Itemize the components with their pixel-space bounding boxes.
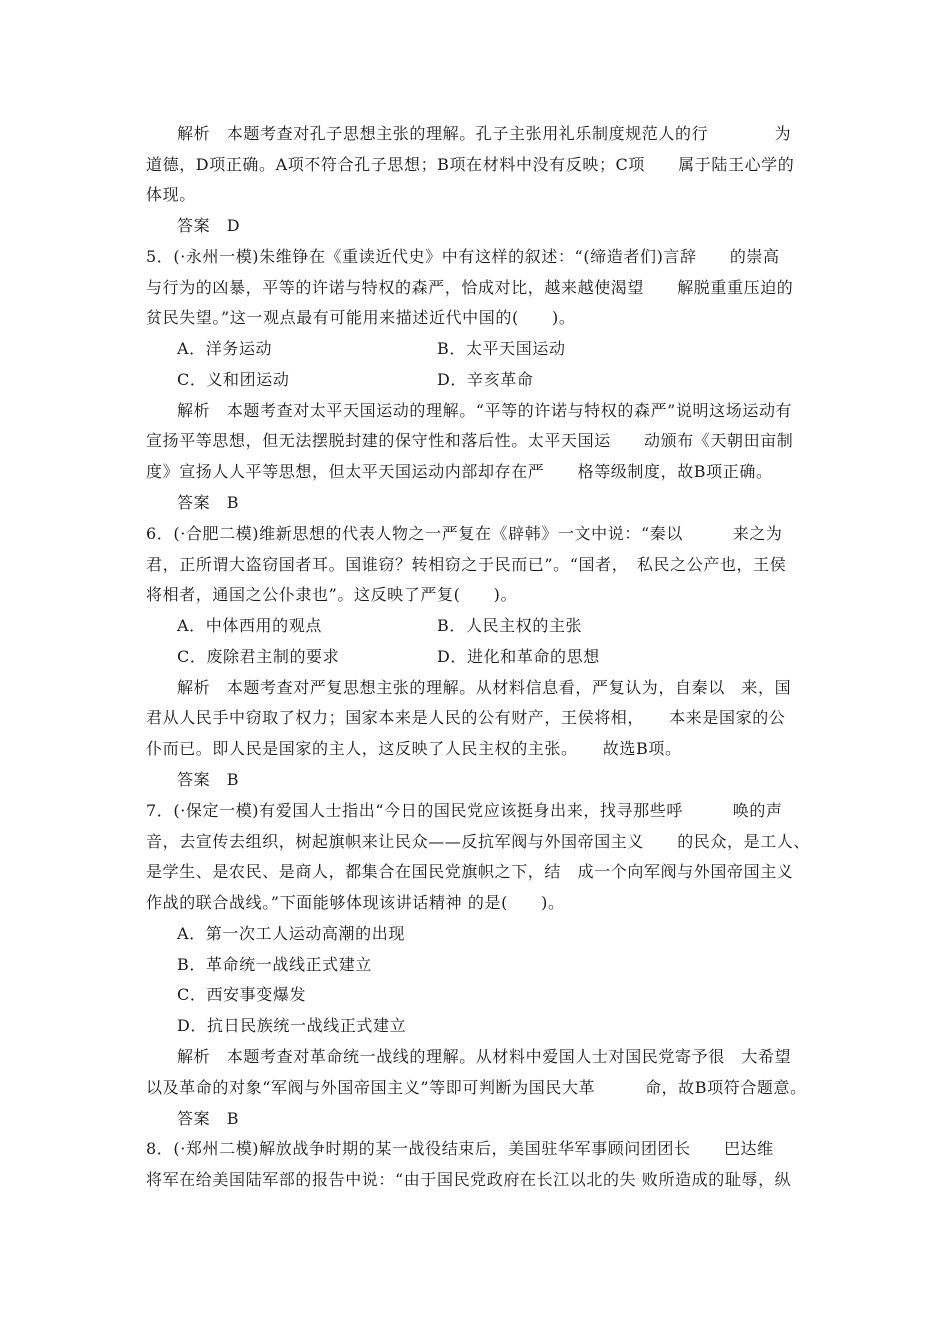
question-7-stem: 7．(·保定一模)有爱国人士指出“今日的国民党应该挺身出来，找寻那些呼 唤的声 [146,801,783,820]
text-line: 道德，D项正确。A项不符合孔子思想；B项在材料中没有反映；C项 属于陆王心学的 [146,155,795,174]
text-line: 音，去宣传去组织，树起旗帜来让民众——反抗军阀与外国帝国主义 的民众，是工人、 [146,832,811,851]
analysis-line: 解析 本题考查对孔子思想主张的理解。孔子主张用礼乐制度规范人的行 为 [177,124,792,143]
text-line: 度》宣扬人人平等思想，但太平天国运动内部却存在严 格等级制度，故B项正确。 [146,462,773,481]
text-line: 体现。 [146,185,196,204]
answer-line: 答案 B [177,1109,240,1128]
text-line: 与行为的凶暴，平等的许诺与特权的森严，恰成对比，越来越使渴望 解脱重重压迫的 [146,278,794,297]
text-line: 宣扬平等思想，但无法摆脱封建的保守性和落后性。太平天国运 动颁布《天朝田亩制 [146,431,794,450]
option-c: C．西安事变爆发 [177,985,307,1004]
option-d: D．进化和革命的思想 [437,647,600,666]
analysis-line: 解析 本题考查对严复思想主张的理解。从材料信息看，严复认为，自秦以 来，国 [177,678,792,697]
option-c: C．义和团运动 [177,370,290,389]
option-b: B．太平天国运动 [437,339,566,358]
question-8-stem: 8．(·郑州二模)解放战争时期的某一战役结束后，美国驻华军事顾问团团长 巴达维 [146,1139,774,1158]
analysis-line: 解析 本题考查对革命统一战线的理解。从材料中爱国人士对国民党寄予很 大希望 [177,1047,792,1066]
answer-line: 答案 B [177,770,240,789]
analysis-line: 解析 本题考查对太平天国运动的理解。“平等的许诺与特权的森严”说明这场运动有 [177,401,793,420]
option-a: A．中体西用的观点 [177,616,322,635]
text-line: 作战的联合战线。”下面能够体现该讲话精神 的是( )。 [146,893,565,912]
option-a: A．第一次工人运动高潮的出现 [177,924,405,943]
option-d: D．抗日民族统一战线正式建立 [177,1016,407,1035]
text-line: 将相者，通国之公仆隶也”。这反映了严复( )。 [146,585,518,604]
option-c: C．废除君主制的要求 [177,647,340,666]
text-line: 仆而已。即人民是国家的主人，这反映了人民主权的主张。 故选B项。 [146,739,682,758]
answer-line: 答案 D [177,216,241,235]
answer-line: 答案 B [177,493,240,512]
text-line: 贫民失望。”这一观点最有可能用来描述近代中国的( )。 [146,308,576,327]
text-line: 将军在给美国陆军部的报告中说：“由于国民党政府在长江以北的失 败所造成的耻辱，纵 [146,1170,792,1189]
option-b: B．革命统一战线正式建立 [177,955,372,974]
text-line: 君从人民手中窃取了权力；国家本来是人民的公有财产，王侯将相， 本来是国家的公 [146,708,786,727]
text-line: 以及革命的对象“军阀与外国帝国主义”等即可判断为国民大革 命，故B项符合题意。 [146,1078,807,1097]
text-line: 是学生、是农民、是商人，都集合在国民党旗帜之下，结 成一个向军阀与外国帝国主义 [146,862,794,881]
text-line: 君，正所谓大盗窃国者耳。国谁窃？转相窃之于民而已”。“国者， 私民之公产也，王侯 [146,555,787,574]
question-5-stem: 5．(·永州一模)朱维铮在《重读近代史》中有这样的叙述：“(缔造者们)言辞 的崇高 [146,247,780,266]
option-a: A．洋务运动 [177,339,273,358]
option-d: D．辛亥革命 [437,370,534,389]
option-b: B．人民主权的主张 [437,616,583,635]
question-6-stem: 6．(·合肥二模)维新思想的代表人物之一严复在《辟韩》一文中说：“秦以 来之为 [146,524,783,543]
